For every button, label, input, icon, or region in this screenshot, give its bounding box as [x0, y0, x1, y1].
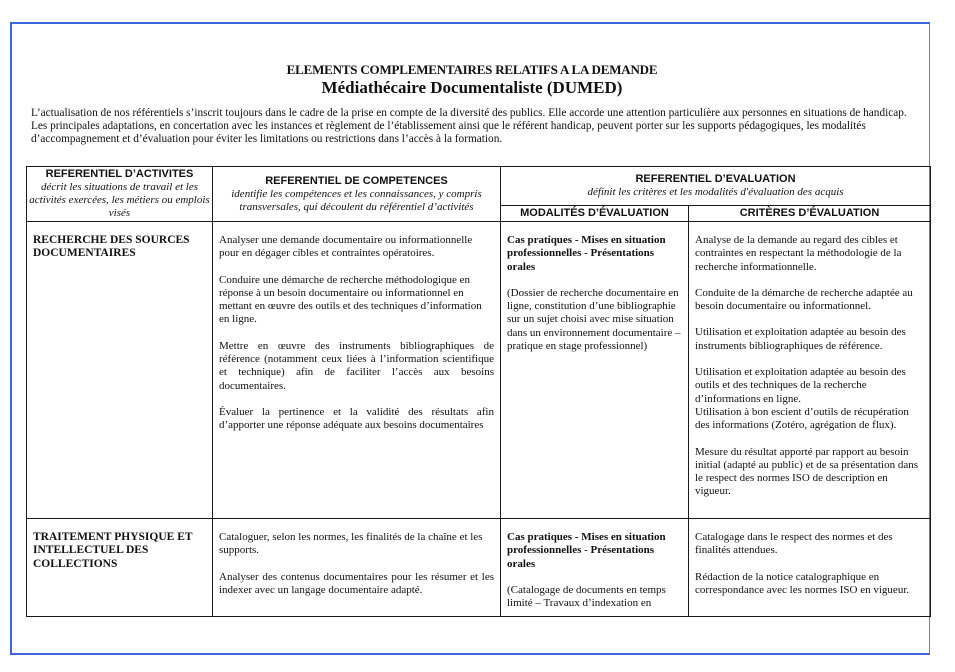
- activite-label: RECHERCHE DES SOURCES DOCUMENTAIRES: [33, 234, 190, 260]
- critere-item: Catalogage dans le respect des normes et des finalités attendues.: [695, 531, 893, 557]
- modalites-cell: [501, 519, 689, 617]
- header-evaluation-title: REFERENTIEL D’EVALUATION: [635, 173, 796, 185]
- header-evaluation-subtitle: définit les critères et les modalités d'évaluation des acquis: [587, 186, 844, 198]
- modalites-detail: (Catalogage de documents en temps limité – Travaux d’indexation en: [507, 583, 666, 610]
- intro-text: [31, 107, 926, 146]
- critere-item: Analyse de la demande au regard des cibles et contraintes en respectant la méthodologie de la recherche informationnelle.: [695, 234, 902, 273]
- table-row: [27, 222, 931, 519]
- critere-item: Mesure du résultat apporté par rapport au besoin initial (adapté au public) et de sa présentation dans le respect des normes ISO de description en vigueur.: [695, 445, 918, 498]
- activite-cell: [27, 519, 213, 617]
- critere-item: Utilisation et exploitation adaptée au besoin des instruments bibliographiques de référence.: [695, 326, 906, 352]
- modalites-title: Cas pratiques - Mises en situation professionnelles - Présentations orales: [507, 234, 666, 273]
- header-criteres: CRITÈRES D’ÉVALUATION: [689, 206, 931, 222]
- competence-item: Analyser une demande documentaire ou informationnelle pour en dégager cibles et contraintes opératoires.: [219, 234, 473, 260]
- intro-paragraph: L’actualisation de nos référentiels s’inscrit toujours dans le cadre de la prise en compte de la diversité des publics. Elle accorde une attention particulière aux personnes en situations de handicap.: [31, 107, 907, 119]
- critere-item: Conduite de la démarche de recherche adaptée au besoin documentaire ou informationnel.: [695, 286, 913, 313]
- header-modalites: MODALITÉS D’ÉVALUATION: [501, 206, 689, 222]
- competence-item: Cataloguer, selon les normes, les finalités de la chaîne et les supports.: [219, 531, 483, 557]
- criteres-cell: [689, 222, 931, 519]
- header-evaluation: [501, 167, 931, 206]
- modalites-cell: [501, 222, 689, 519]
- competence-item: Conduire une démarche de recherche méthodologique en réponse à un besoin documentaire ou informationnel en mettant en œuvre des outils et des techniques d’information en ligne.: [219, 273, 482, 326]
- criteres-cell: [689, 519, 931, 617]
- competence-item: Analyser des contenus documentaires pour les résumer et les indexer avec un langage documentaire adapté.: [219, 570, 494, 596]
- competences-cell: [213, 222, 501, 519]
- header-activites-title: REFERENTIEL D’ACTIVITES: [45, 168, 194, 180]
- modalites-title: Cas pratiques - Mises en situation professionnelles - Présentations orales: [507, 531, 666, 570]
- header-competences-subtitle: identifie les compétences et les connaissances, y compris transversales, qui découlent du référentiel d’activités: [231, 187, 482, 213]
- critere-item: Utilisation et exploitation adaptée au besoin des outils et des techniques de la recherche d’informations en ligne.: [695, 366, 906, 405]
- activite-label: TRAITEMENT PHYSIQUE ET INTELLECTUEL DES COLLECTIONS: [33, 531, 193, 570]
- header-competences-title: REFERENTIEL DE COMPETENCES: [265, 174, 448, 187]
- document-title: ELEMENTS COMPLEMENTAIRES RELATIFS A LA DEMANDE: [286, 62, 658, 77]
- critere-item: Rédaction de la notice catalographique en correspondance avec les normes ISO en vigueur.: [695, 570, 910, 596]
- header-competences: [213, 167, 501, 222]
- referentiel-table: [26, 166, 931, 617]
- intro-paragraph: Les principales adaptations, en concertation avec les instances et règlement de l’établissement ainsi que le référent handicap, peuvent porter sur les supports pédagogiques, les modalités d’accompagnement et d’évaluation pour éviter les limitations ou restrictions dans l’accès à la formation.: [31, 120, 866, 145]
- table-row: [27, 519, 931, 617]
- critere-item: Utilisation à bon escient d’outils de récupération des informations (Zotéro, agrégation de flux).: [695, 405, 909, 432]
- modalites-detail: (Dossier de recherche documentaire en ligne, constitution d’une bibliographie sur un sujet choisi avec mise situation dans un environnement documentaire – pratique en stage professionnel): [507, 286, 681, 353]
- competences-cell: [213, 519, 501, 617]
- competence-item: Évaluer la pertinence et la validité des résultats afin d’apporter une réponse adéquate aux besoins documentaires: [219, 405, 494, 432]
- activite-cell: [27, 222, 213, 519]
- header-activites: [27, 167, 213, 222]
- document-subtitle: Médiathécaire Documentaliste (DUMED): [321, 78, 623, 97]
- header-activites-subtitle: décrit les situations de travail et les activités exercées, les métiers ou emplois visés: [29, 181, 210, 219]
- competence-item: Mettre en œuvre des instruments bibliographiques de référence (notamment ceux liées à l’information scientifique et technique) afin de faciliter l’accès aux besoins documentaires.: [219, 339, 494, 392]
